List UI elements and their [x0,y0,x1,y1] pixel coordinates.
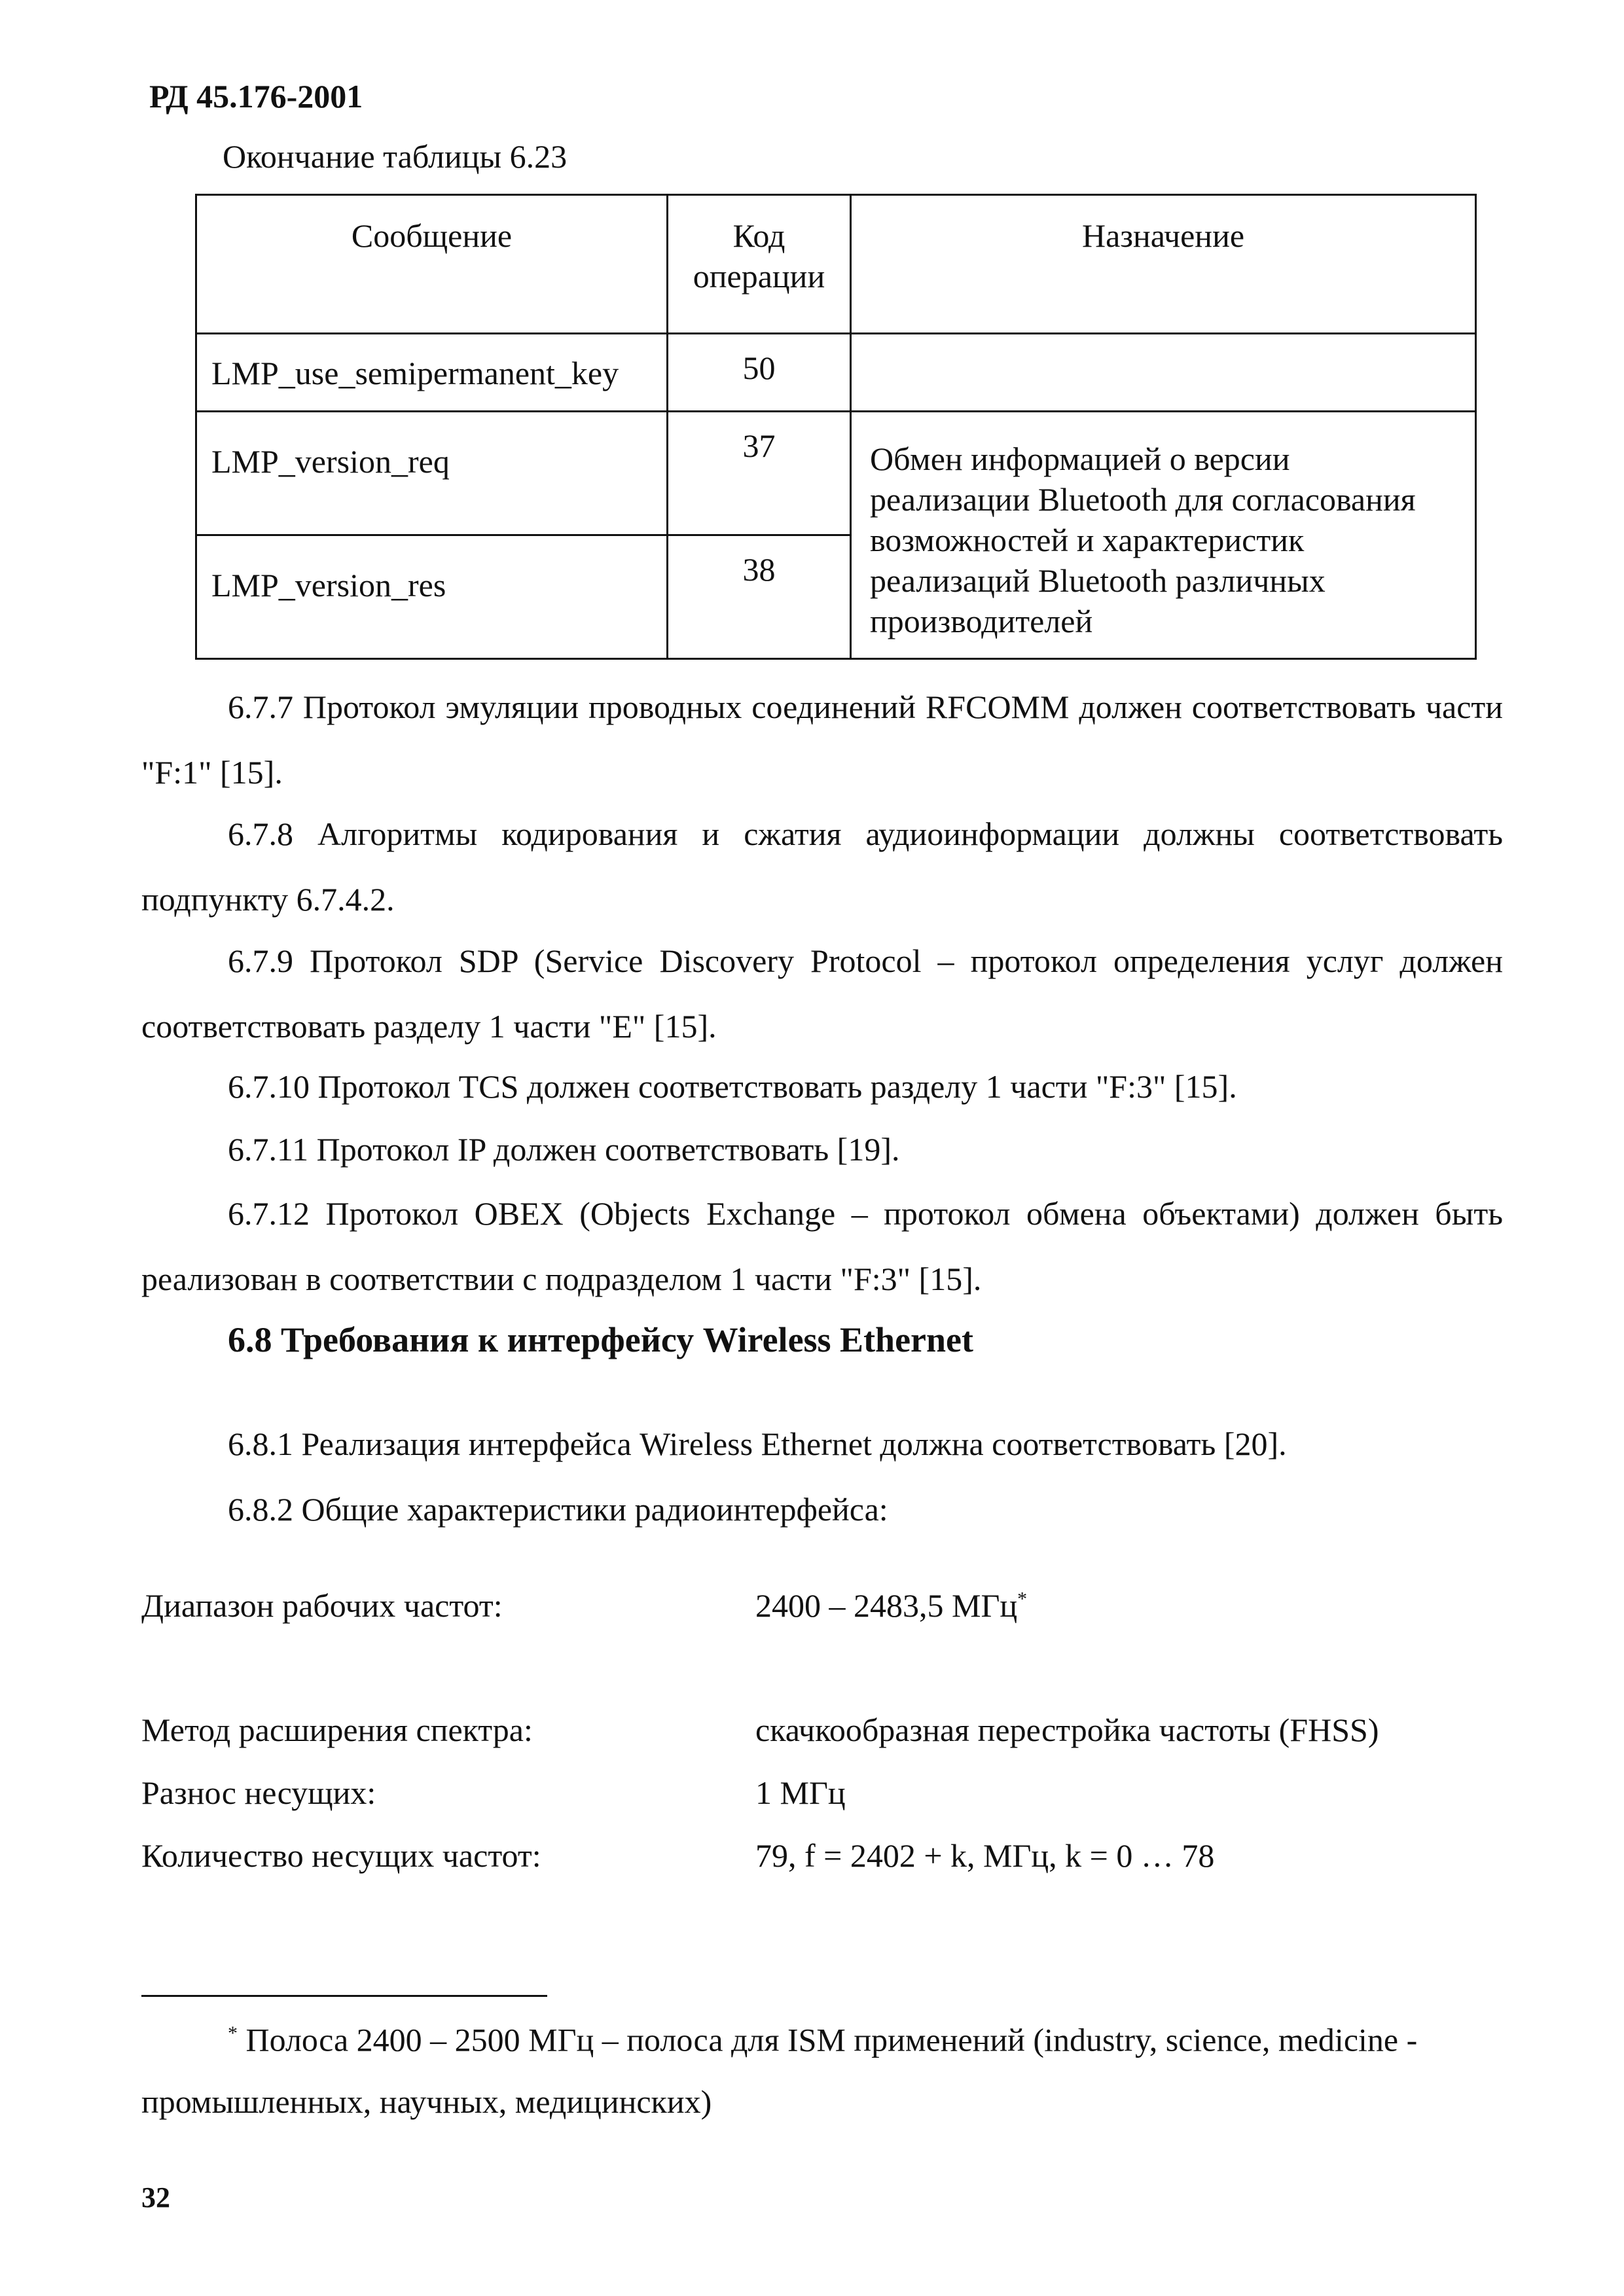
section-title: 6.8 Требования к интерфейсу Wireless Ethernet [228,1320,974,1359]
header-message: Сообщение [196,195,668,334]
paragraph-6-7-11: 6.7.11 Протокол IP должен соответствовать [19]. [228,1131,900,1168]
footnote-divider [141,1995,547,1997]
cell-message: LMP_version_res [196,535,668,659]
table-caption: Окончание таблицы 6.23 [223,138,568,175]
cell-purpose: Обмен информацией о версии реализации Bluetooth для согласования возможностей и характеристик реализаций Bluetooth различных производителей [851,412,1476,659]
cell-message: LMP_version_req [196,412,668,535]
document-header: РД 45.176-2001 [149,78,363,115]
cell-purpose [851,334,1476,412]
spec-value-text: 2400 – 2483,5 МГц [755,1587,1018,1624]
paragraph-6-7-12: 6.7.12 Протокол OBEX (Objects Exchange – протокол обмена объектами) должен быть реализован в соответствии с подразделом 1 части "F:3" [15]. [141,1195,1503,1297]
paragraph-6-7-9: 6.7.9 Протокол SDP (Service Discovery Protocol – протокол определения услуг должен соответствовать разделу 1 части "E" [15]. [141,942,1503,1045]
paragraph-6-8-2: 6.8.2 Общие характеристики радиоинтерфейса: [228,1491,888,1528]
spec-label: Метод расширения спектра: [141,1712,533,1748]
paragraph-6-7-10: 6.7.10 Протокол TCS должен соответствовать разделу 1 части "F:3" [15]. [228,1068,1237,1105]
spec-value: 79, f = 2402 + k, МГц, k = 0 … 78 [755,1837,1215,1874]
paragraph-6-8-1: 6.8.1 Реализация интерфейса Wireless Ethernet должна соответствовать [20]. [228,1426,1287,1462]
footnote [141,2003,1503,2132]
spec-label: Количество несущих частот: [141,1837,541,1874]
table-row [196,412,1476,535]
header-code: Код операции [668,195,851,334]
footnote-mark: * [228,2022,238,2044]
paragraph-6-7-8: 6.7.8 Алгоритмы кодирования и сжатия аудиоинформации должны соответствовать подпункту 6.7.4.2. [141,816,1503,918]
page-number: 32 [141,2181,170,2214]
header-purpose: Назначение [851,195,1476,334]
cell-code: 37 [668,412,851,535]
table-header-row [196,195,1476,334]
spec-value [755,1587,1027,1624]
cell-code: 50 [668,334,851,412]
spec-value: скачкообразная перестройка частоты (FHSS) [755,1712,1379,1748]
paragraph-6-7-7: 6.7.7 Протокол эмуляции проводных соединений RFCOMM должен соответствовать части "F:1" [15]. [141,689,1503,791]
spec-label: Диапазон рабочих частот: [141,1587,503,1624]
spec-label: Разнос несущих: [141,1774,376,1811]
footnote-mark: * [1017,1588,1028,1610]
spec-value: 1 МГц [755,1774,846,1811]
cell-code: 38 [668,535,851,659]
table-6-23 [195,194,1477,660]
table-row [196,334,1476,412]
cell-message: LMP_use_semipermanent_key [196,334,668,412]
footnote-text: Полоса 2400 – 2500 МГц – полоса для ISM применений (industry, science, medicine - промышленных, научных, медицинских) [141,2021,1418,2120]
